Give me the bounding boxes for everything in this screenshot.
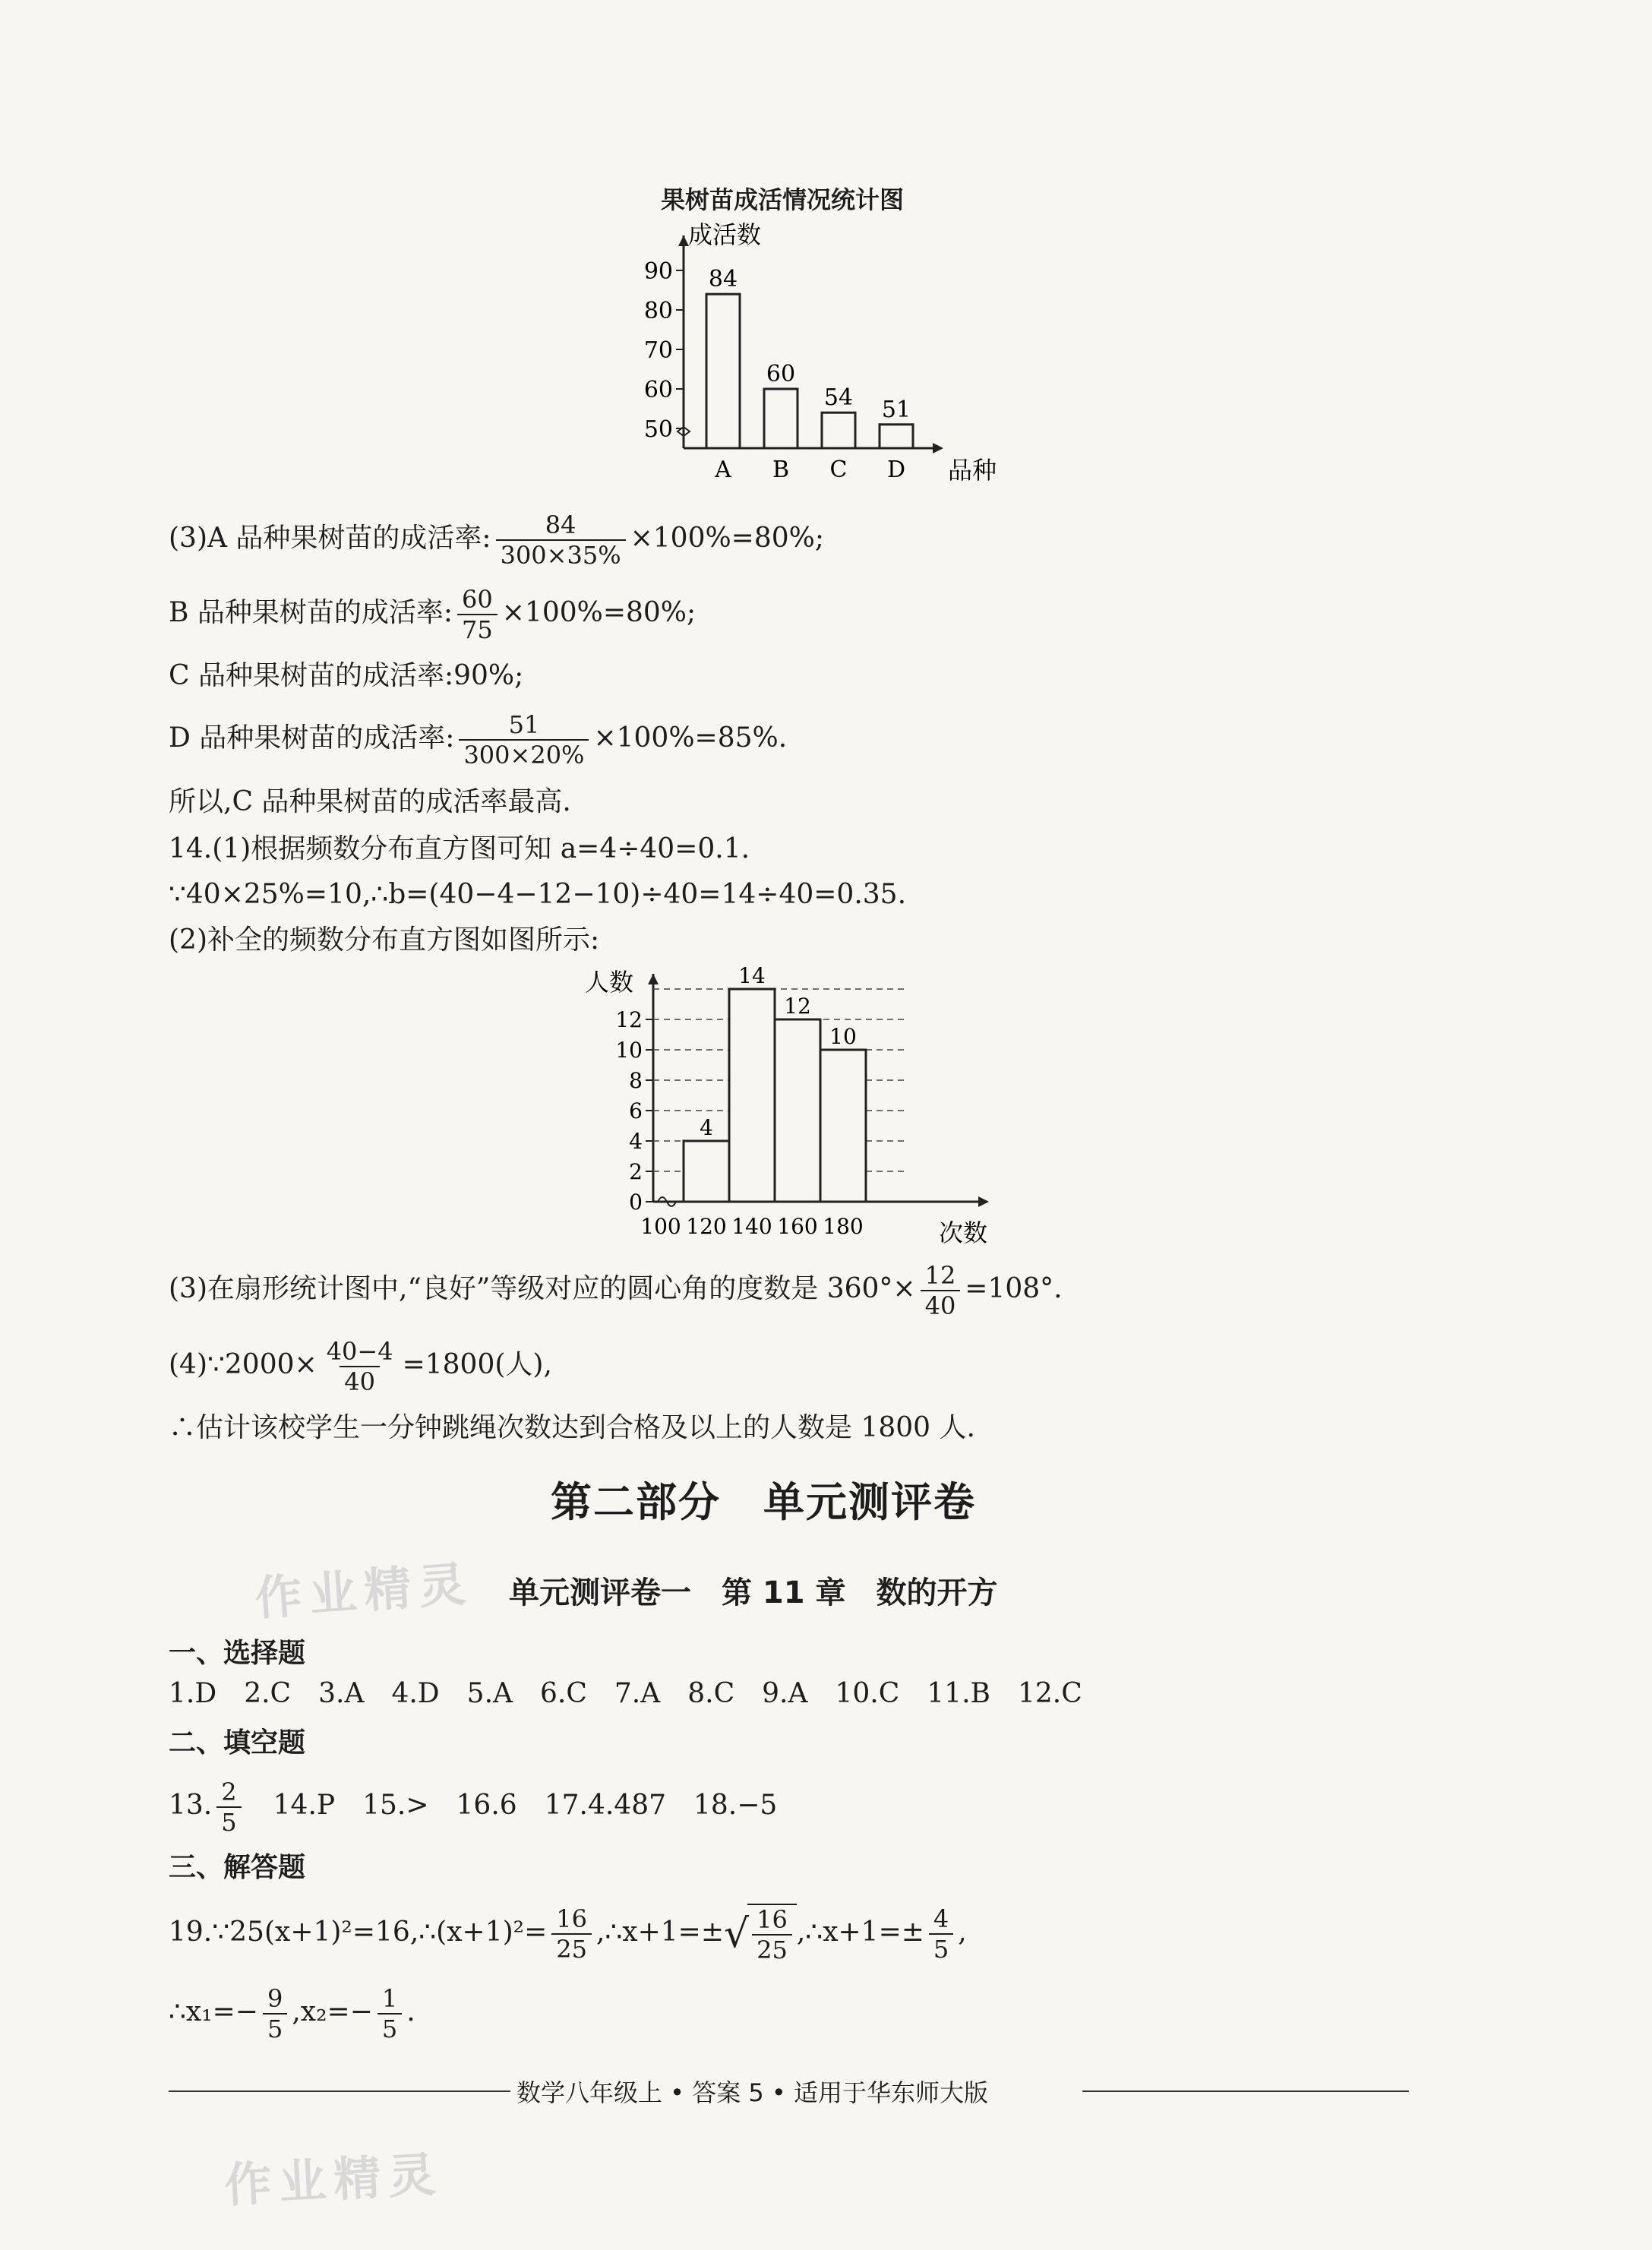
q19-text-mid: ,∴x+1=± bbox=[595, 1917, 724, 1948]
rate-b-fraction bbox=[457, 585, 497, 644]
q14-part3-fraction bbox=[921, 1261, 961, 1320]
fraction-denominator: 5 bbox=[929, 1933, 953, 1964]
bar-value-label: 12 bbox=[784, 994, 811, 1019]
q19-fraction-1 bbox=[551, 1904, 592, 1964]
fraction-denominator: 40 bbox=[340, 1366, 380, 1396]
rate-a-fraction bbox=[496, 510, 626, 570]
q14-part3-result: =108°. bbox=[965, 1273, 1063, 1304]
bar-A bbox=[706, 294, 740, 448]
y-axis-label: 成活数 bbox=[688, 220, 762, 249]
bar-B bbox=[764, 389, 798, 448]
unit-title: 单元测评卷一 第 11 章 数的开方 bbox=[509, 1575, 998, 1610]
choice-answers: 1.D 2.C 3.A 4.D 5.A 6.C 7.A 8.C 9.A 10.C 11.B 12.C bbox=[169, 1678, 1082, 1709]
q19-text-end: , bbox=[958, 1917, 967, 1948]
x-axis-label: 品种 bbox=[948, 456, 997, 485]
watermark-top: 作业精灵 bbox=[253, 1556, 475, 1626]
x-axis-arrow bbox=[978, 1196, 989, 1207]
y-tick-label: 90 bbox=[643, 258, 673, 285]
bar-140-160 bbox=[775, 1019, 820, 1202]
section-solve-heading: 三、解答题 bbox=[169, 1852, 306, 1883]
rate-b-label: B 品种果树苗的成活率: bbox=[169, 597, 453, 628]
bar-120-140 bbox=[729, 989, 775, 1202]
fraction-denominator: 75 bbox=[457, 614, 497, 644]
bar-value-label: 60 bbox=[766, 361, 796, 387]
fraction-denominator: 300×35% bbox=[496, 539, 626, 570]
bar-value-label: 10 bbox=[829, 1024, 857, 1049]
part2-title: 第二部分 单元测评卷 bbox=[551, 1478, 976, 1526]
x-tick-label: C bbox=[829, 457, 848, 483]
fraction-numerator: 1 bbox=[381, 1984, 398, 2013]
fruit-seedling-chart-title: 果树苗成活情况统计图 bbox=[661, 185, 905, 214]
fraction-numerator: 16 bbox=[556, 1904, 587, 1933]
fruit-seedling-bar-chart bbox=[608, 220, 997, 494]
footer-text: 数学八年级上 • 答案 5 • 适用于华东师大版 bbox=[516, 2078, 988, 2107]
q14-part3-text: (3)在扇形统计图中,“良好”等级对应的圆心角的度数是 360°× bbox=[169, 1273, 916, 1304]
x-tick-label: 180 bbox=[823, 1214, 864, 1239]
x-tick-label: 100 bbox=[640, 1214, 681, 1239]
y-axis-arrow bbox=[648, 974, 659, 984]
fraction-numerator: 12 bbox=[924, 1261, 956, 1290]
rate-line-a bbox=[169, 510, 824, 570]
q19-sqrt-fraction bbox=[752, 1905, 792, 1964]
fraction-denominator: 5 bbox=[216, 1806, 241, 1837]
fraction-numerator: 60 bbox=[462, 585, 493, 614]
y-tick-label: 70 bbox=[643, 337, 673, 364]
rate-line-d bbox=[169, 710, 787, 769]
q19-x1-fraction bbox=[263, 1984, 287, 2043]
fraction-numerator: 4 bbox=[933, 1904, 949, 1933]
bar-C bbox=[822, 412, 855, 448]
fill-q13-fraction bbox=[216, 1778, 241, 1837]
q19-x2-fraction bbox=[377, 1984, 402, 2043]
fraction-denominator: 40 bbox=[921, 1290, 961, 1320]
x-tick-label: A bbox=[715, 457, 731, 483]
sqrt-symbol: √ bbox=[724, 1911, 750, 1957]
q19-fraction-2 bbox=[929, 1904, 953, 1964]
rate-b-result: ×100%=80%; bbox=[501, 597, 696, 628]
fraction-numerator: 40−4 bbox=[326, 1337, 393, 1366]
q19-text-mid2: ,∴x+1=± bbox=[796, 1917, 924, 1948]
fraction-denominator: 5 bbox=[263, 2013, 287, 2043]
footer-rule-right bbox=[1082, 2090, 1409, 2092]
rate-d-fraction bbox=[459, 710, 589, 769]
fraction-numerator: 2 bbox=[221, 1778, 237, 1806]
bar-value-label: 51 bbox=[881, 396, 911, 423]
footer-rule-left bbox=[169, 2090, 510, 2092]
q19-line2 bbox=[169, 1984, 415, 2043]
q19-x2-label: ,x₂=− bbox=[292, 1996, 373, 2027]
y-tick-label: 8 bbox=[629, 1068, 643, 1093]
x-axis-arrow bbox=[933, 443, 943, 453]
x-tick-label: B bbox=[772, 457, 790, 483]
y-tick-label: 12 bbox=[615, 1007, 643, 1032]
x-tick-label: 140 bbox=[731, 1214, 772, 1239]
rate-a-result: ×100%=80%; bbox=[630, 523, 824, 554]
y-tick-label: 6 bbox=[629, 1098, 643, 1123]
fraction-denominator: 25 bbox=[551, 1933, 592, 1964]
section-choice-heading: 一、选择题 bbox=[169, 1638, 306, 1669]
y-axis-label: 人数 bbox=[585, 968, 634, 997]
rate-a-label: (3)A 品种果树苗的成活率: bbox=[169, 523, 491, 554]
fill-other-answers: 14.P 15.> 16.6 17.4.487 18.−5 bbox=[273, 1790, 778, 1821]
q19-sqrt bbox=[724, 1904, 797, 1964]
fraction-numerator: 84 bbox=[545, 510, 576, 539]
x-axis-label: 次数 bbox=[939, 1218, 988, 1247]
fraction-numerator: 51 bbox=[508, 710, 540, 739]
fill-q13-label: 13. bbox=[169, 1790, 213, 1821]
q19-x1-label: ∴x₁=− bbox=[169, 1996, 258, 2027]
q14-part4 bbox=[169, 1337, 552, 1396]
rate-d-result: ×100%=85%. bbox=[593, 722, 788, 754]
section-fill-heading: 二、填空题 bbox=[169, 1727, 306, 1759]
q14-part4-result: =1800(人), bbox=[402, 1349, 552, 1380]
x-tick-label: 160 bbox=[777, 1214, 818, 1239]
rate-d-label: D 品种果树苗的成活率: bbox=[169, 722, 455, 754]
bar-D bbox=[880, 425, 913, 448]
q19-text: 19.∵25(x+1)²=16,∴(x+1)²= bbox=[169, 1917, 548, 1948]
bar-value-label: 14 bbox=[738, 963, 766, 988]
fill-answers bbox=[169, 1778, 777, 1837]
y-tick-label: 4 bbox=[629, 1129, 643, 1154]
q14-line2: ∵40×25%=10,∴b=(40−4−12−10)÷40=14÷40=0.35. bbox=[169, 879, 907, 910]
y-tick-label: 0 bbox=[629, 1190, 643, 1215]
bar-value-label: 4 bbox=[700, 1115, 713, 1140]
q14-line3: (2)补全的频数分布直方图如图所示: bbox=[169, 924, 600, 956]
q14-line1: 14.(1)根据频数分布直方图可知 a=4÷40=0.1. bbox=[169, 833, 750, 864]
fraction-denominator: 5 bbox=[377, 2013, 402, 2043]
q14-part4-text: (4)∵2000× bbox=[169, 1349, 317, 1380]
fraction-numerator: 9 bbox=[267, 1984, 283, 2013]
bar-100-120 bbox=[684, 1141, 729, 1202]
q19-line1 bbox=[169, 1904, 967, 1964]
y-tick-label: 10 bbox=[615, 1038, 643, 1063]
q14-part4-conclusion: ∴估计该校学生一分钟跳绳次数达到合格及以上的人数是 1800 人. bbox=[169, 1412, 975, 1443]
q14-part4-fraction bbox=[322, 1337, 398, 1396]
bar-value-label: 84 bbox=[708, 266, 738, 293]
y-tick-label: 80 bbox=[643, 298, 673, 324]
y-tick-label: 60 bbox=[643, 377, 673, 403]
watermark-bottom: 作业精灵 bbox=[223, 2146, 444, 2214]
rate-line-c: C 品种果树苗的成活率:90%; bbox=[169, 660, 524, 691]
bar-160-180 bbox=[820, 1050, 866, 1202]
y-axis-arrow bbox=[678, 235, 689, 246]
x-tick-label: 120 bbox=[686, 1214, 727, 1239]
rate-conclusion: 所以,C 品种果树苗的成活率最高. bbox=[169, 786, 571, 817]
fraction-denominator: 25 bbox=[752, 1934, 792, 1964]
y-tick-label: 2 bbox=[629, 1159, 643, 1184]
fraction-numerator: 16 bbox=[757, 1905, 788, 1934]
q14-part3 bbox=[169, 1261, 1063, 1320]
rate-line-b bbox=[169, 585, 696, 644]
x-tick-label: D bbox=[886, 457, 906, 483]
jump-rope-histogram bbox=[577, 959, 1018, 1247]
q19-text-end: . bbox=[406, 1996, 415, 2027]
y-tick-label: 50 bbox=[643, 416, 673, 443]
fraction-denominator: 300×20% bbox=[459, 739, 589, 769]
bar-value-label: 54 bbox=[823, 384, 854, 412]
